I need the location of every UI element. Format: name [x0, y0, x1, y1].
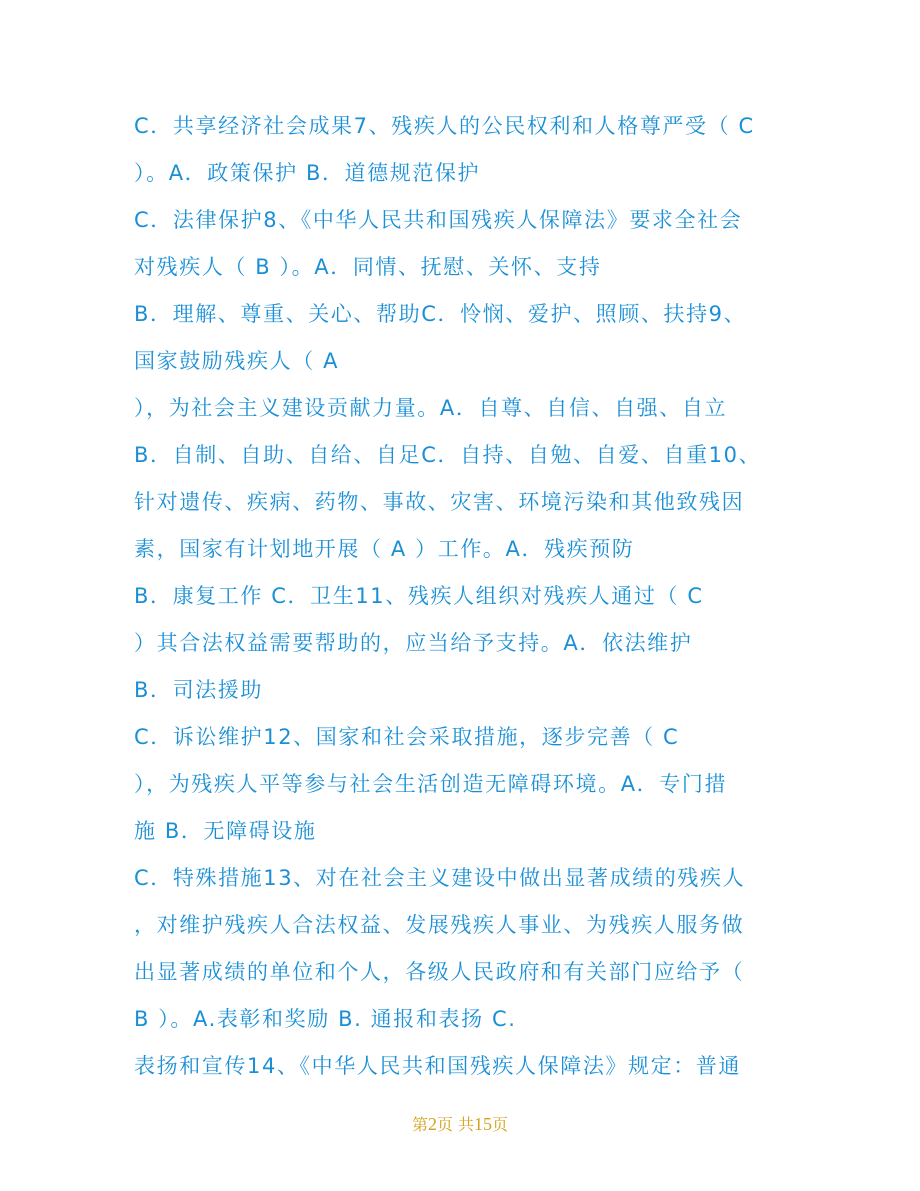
- total-pages-number: 15: [474, 1114, 493, 1134]
- text-line: C．共享经济社会成果7、残疾人的公民权利和人格尊严受（ C: [134, 114, 755, 138]
- text-line: C．诉讼维护12、国家和社会采取措施，逐步完善（ C: [134, 725, 680, 749]
- text-line: 素，国家有计划地开展（ A ）工作。A．残疾预防: [134, 537, 635, 561]
- current-page-number: 2: [427, 1114, 437, 1134]
- text-line: 表扬和宣传14、《中华人民共和国残疾人保障法》规定：普通: [134, 1054, 742, 1078]
- text-line: ，对维护残疾人合法权益、发展残疾人事业、为残疾人服务做: [134, 913, 745, 937]
- text-line: ），为社会主义建设贡献力量。A．自尊、自信、自强、自立: [134, 396, 728, 420]
- text-line: ）其合法权益需要帮助的，应当给予支持。A．依法维护: [134, 631, 693, 655]
- text-line: B．理解、尊重、关心、帮助C．怜悯、爱护、照顾、扶持9、: [134, 302, 747, 326]
- text-line: 针对遗传、疾病、药物、事故、灾害、环境污染和其他致残因: [134, 490, 745, 514]
- text-line: ）。A．政策保护 B．道德规范保护: [134, 161, 481, 185]
- text-line: C．特殊措施13、对在社会主义建设中做出显著成绩的残疾人: [134, 866, 746, 890]
- footer-middle: 页 共: [436, 1115, 475, 1134]
- page-footer: [0, 1112, 920, 1137]
- text-line: ），为残疾人平等参与社会生活创造无障碍环境。A．专门措: [134, 772, 728, 796]
- text-line: C．法律保护8、《中华人民共和国残疾人保障法》要求全社会: [134, 208, 743, 232]
- footer-prefix: 第: [411, 1115, 428, 1134]
- text-line: 对残疾人（ B ）。A．同情、抚慰、关怀、支持: [134, 255, 602, 279]
- footer-suffix: 页: [492, 1115, 509, 1134]
- document-body: [134, 103, 794, 1090]
- text-line: 施 B．无障碍设施: [134, 819, 317, 843]
- text-line: B．司法援助: [134, 678, 264, 702]
- text-line: 出显著成绩的单位和个人，各级人民政府和有关部门应给予（: [134, 960, 745, 984]
- text-line: B．康复工作 C．卫生11、残疾人组织对残疾人通过（ C: [134, 584, 704, 608]
- text-line: 国家鼓励残疾人（ A: [134, 349, 340, 373]
- text-line: B．自制、自助、自给、自足C．自持、自勉、自爱、自重10、: [134, 443, 762, 467]
- text-line: B ）。A.表彰和奖励 B. 通报和表扬 C.: [134, 1007, 517, 1031]
